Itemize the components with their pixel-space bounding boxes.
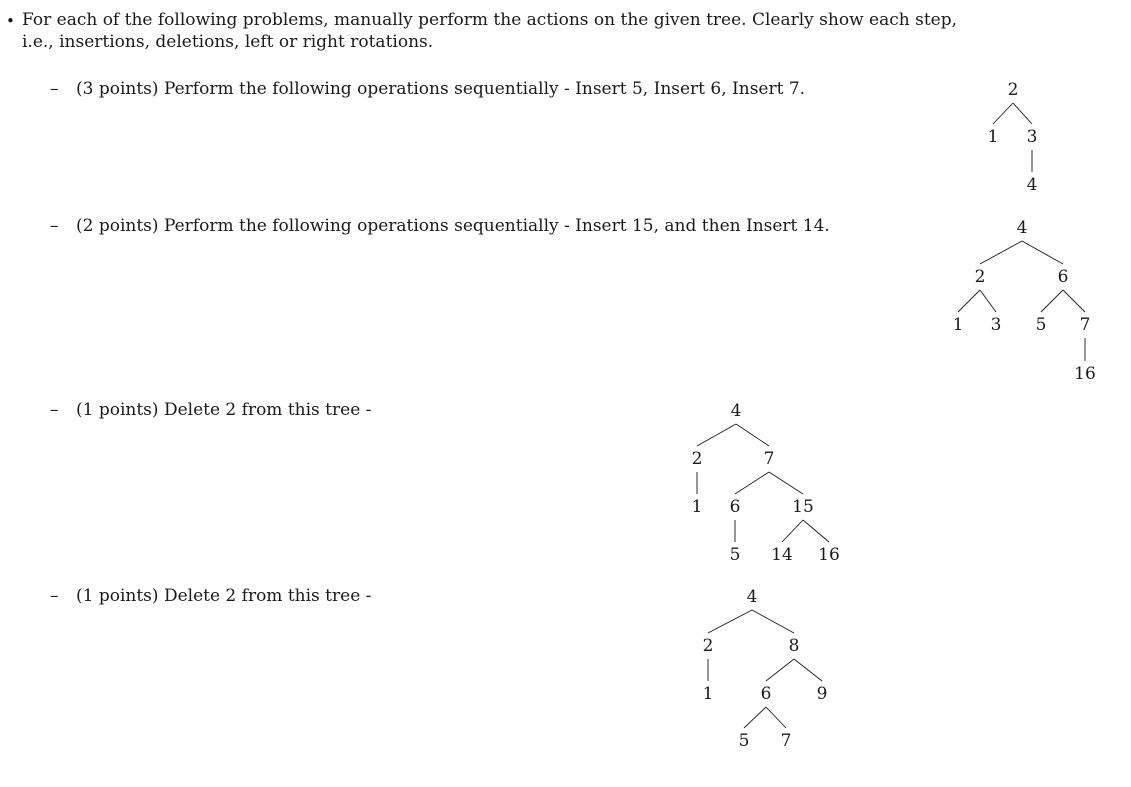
tree-node-4: 4	[1016, 218, 1028, 238]
tree-node-3: 3	[990, 315, 1002, 335]
tree-node-7: 7	[763, 449, 775, 469]
tree-edge-8-6	[766, 659, 794, 681]
problem-4-text: (1 points) Delete 2 from this tree -	[76, 586, 372, 606]
tree-edge-2-1	[993, 103, 1013, 124]
tree-node-2: 2	[1007, 80, 1019, 100]
tree-edge-4-2	[980, 241, 1022, 264]
tree-node-2: 2	[974, 267, 986, 287]
tree-node-14: 14	[771, 545, 793, 565]
tree-edge-2-1	[958, 290, 980, 312]
tree-edge-6-7	[1063, 290, 1085, 312]
tree-node-16: 16	[818, 545, 840, 565]
problem-1-dash: –	[50, 79, 59, 99]
tree-node-4: 4	[730, 401, 742, 421]
tree-edge-4-2	[708, 610, 752, 633]
problem-3-text: (1 points) Delete 2 from this tree -	[76, 400, 372, 420]
tree-node-1: 1	[987, 127, 999, 147]
problem-4-tree	[680, 578, 850, 758]
tree-node-6: 6	[1057, 267, 1069, 287]
tree-edge-2-3	[1013, 103, 1032, 124]
tree-edge-2-3	[980, 290, 996, 312]
tree-edge-4-8	[752, 610, 794, 633]
tree-edge-4-7	[736, 424, 769, 446]
tree-node-4: 4	[746, 587, 758, 607]
tree-node-1: 1	[952, 315, 964, 335]
tree-edge-7-15	[769, 472, 803, 494]
tree-edge-6-5	[744, 707, 766, 728]
tree-node-5: 5	[729, 545, 741, 565]
tree-node-7: 7	[1079, 315, 1091, 335]
intro-line-2: i.e., insertions, deletions, left or right rotations.	[22, 32, 434, 52]
tree-node-5: 5	[738, 731, 750, 751]
problem-4-dash: –	[50, 586, 59, 606]
tree-edge-15-14	[782, 520, 803, 542]
tree-node-7: 7	[780, 731, 792, 751]
bullet-marker: •	[6, 12, 15, 30]
tree-edge-6-5	[1041, 290, 1063, 312]
tree-node-9: 9	[816, 684, 828, 704]
tree-node-2: 2	[691, 449, 703, 469]
tree-node-1: 1	[691, 497, 703, 517]
tree-node-2: 2	[702, 636, 714, 656]
tree-edge-15-16	[803, 520, 829, 542]
problem-1-tree	[970, 70, 1060, 200]
tree-edge-4-6	[1022, 241, 1063, 264]
tree-node-1: 1	[702, 684, 714, 704]
tree-node-8: 8	[788, 636, 800, 656]
tree-node-5: 5	[1035, 315, 1047, 335]
problem-3-tree	[670, 393, 860, 573]
tree-edge-8-9	[794, 659, 822, 681]
tree-node-6: 6	[760, 684, 772, 704]
tree-node-4: 4	[1026, 175, 1038, 195]
tree-edge-4-2	[697, 424, 736, 446]
tree-node-15: 15	[792, 497, 814, 517]
tree-node-3: 3	[1026, 127, 1038, 147]
tree-edge-7-6	[735, 472, 769, 494]
problem-3-dash: –	[50, 400, 59, 420]
tree-edge-6-7	[766, 707, 786, 728]
problem-2-dash: –	[50, 216, 59, 236]
tree-node-6: 6	[729, 497, 741, 517]
problem-2-text: (2 points) Perform the following operations sequentially - Insert 15, and then Insert 14.	[76, 216, 830, 236]
tree-node-16: 16	[1074, 364, 1096, 384]
problem-1-text: (3 points) Perform the following operations sequentially - Insert 5, Insert 6, Insert 7.	[76, 79, 806, 99]
problem-2-tree	[945, 205, 1105, 385]
intro-line-1: For each of the following problems, manually perform the actions on the given tree. Clearly show each step,	[22, 10, 958, 30]
